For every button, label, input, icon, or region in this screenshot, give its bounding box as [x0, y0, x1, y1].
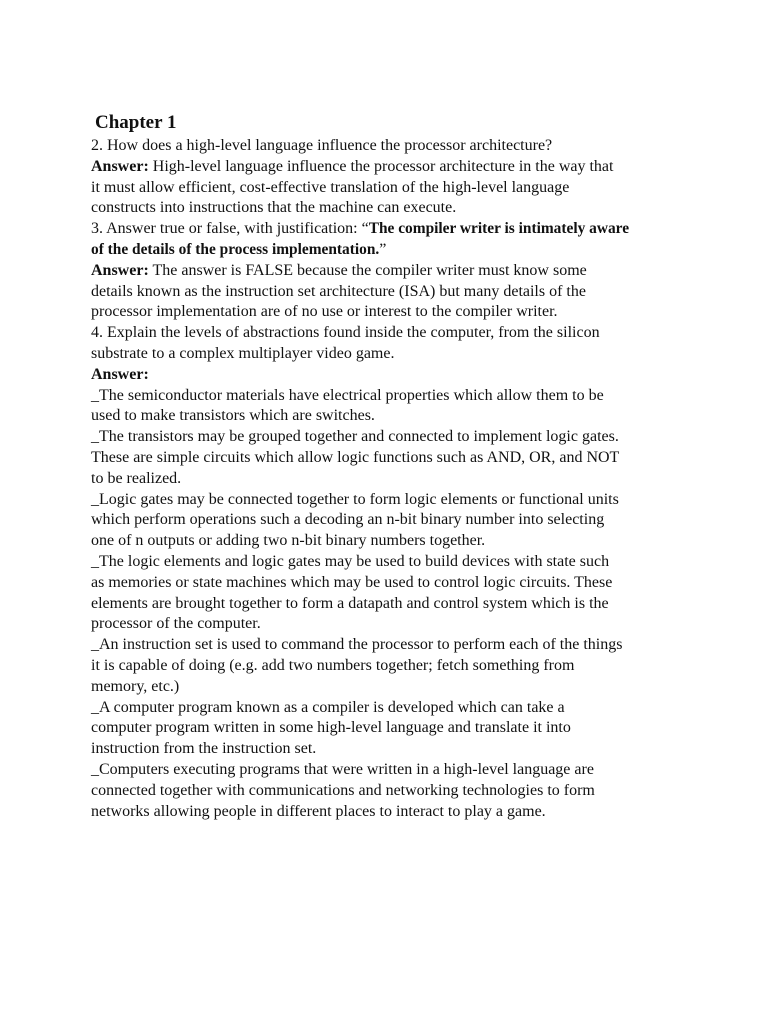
answer-4-line: which perform operations such a decoding an n-bit binary number into selecting: [91, 511, 605, 529]
answer-text: The answer is FALSE because the compiler writer must know some: [148, 261, 587, 279]
answer-label: Answer:: [91, 261, 149, 279]
question-3-prefix: 3. Answer true or false, with justification:: [91, 220, 362, 238]
open-quote: “: [361, 220, 369, 238]
answer-2-line: constructs into instructions that the machine can execute.: [91, 199, 457, 217]
statement-text: of the details of the process implementation.: [91, 240, 380, 258]
answer-4-line: to be realized.: [91, 469, 182, 487]
answer-3-line: processor implementation are of no use or interest to the compiler writer.: [91, 303, 558, 321]
question-4-cont: substrate to a complex multiplayer video game.: [91, 344, 395, 362]
answer-4-line: computer program written in some high-level language and translate it into: [91, 719, 571, 737]
answer-3-line: details known as the instruction set architecture (ISA) but many details of the: [91, 282, 586, 300]
answer-4-line: instruction from the instruction set.: [91, 740, 317, 758]
answer-4-line: networks allowing people in different places to interact to play a game.: [91, 802, 546, 820]
answer-4-line: it is capable of doing (e.g. add two numbers together; fetch something from: [91, 656, 575, 674]
close-quote: ”: [379, 240, 387, 258]
answer-4-line: processor of the computer.: [91, 615, 261, 633]
answer-4-line: memory, etc.): [91, 677, 180, 695]
answer-2-line: it must allow efficient, cost-effective translation of the high-level language: [91, 178, 570, 196]
question-4: 4. Explain the levels of abstractions found inside the computer, from the silicon: [91, 324, 600, 342]
answer-4-line: These are simple circuits which allow logic functions such as AND, OR, and NOT: [91, 448, 620, 466]
answer-4-line: connected together with communications and networking technologies to form: [91, 781, 595, 799]
answer-4-line: as memories or state machines which may be used to control logic circuits. These: [91, 573, 613, 591]
document-page: [91, 112, 691, 822]
answer-4-line: one of n outputs or adding two n-bit binary numbers together.: [91, 532, 486, 550]
answer-4-line: _The semiconductor materials have electrical properties which allow them to be: [91, 386, 604, 404]
chapter-title: Chapter 1: [95, 112, 177, 133]
answer-4-line: _The transistors may be grouped together and connected to implement logic gates.: [91, 428, 619, 446]
question-3: [91, 219, 691, 240]
answer-3-line: [91, 261, 691, 282]
answer-4-line: _The logic elements and logic gates may be used to build devices with state such: [91, 552, 610, 570]
answer-label: Answer:: [91, 365, 149, 383]
answer-2-line: [91, 157, 691, 178]
answer-4-line: used to make transistors which are switches.: [91, 407, 375, 425]
answer-4-line: elements are brought together to form a datapath and control system which is the: [91, 594, 609, 612]
question-3-cont: [91, 240, 691, 261]
answer-text: High-level language influence the processor architecture in the way that: [148, 157, 614, 175]
statement-text: The compiler writer is intimately aware: [368, 220, 630, 238]
answer-4-line: _Logic gates may be connected together to form logic elements or functional units: [91, 490, 619, 508]
answer-4-line: _Computers executing programs that were written in a high-level language are: [91, 760, 594, 778]
answer-4-line: _A computer program known as a compiler is developed which can take a: [91, 698, 565, 716]
answer-label: Answer:: [91, 157, 149, 175]
question-2: 2. How does a high-level language influence the processor architecture?: [91, 137, 553, 154]
answer-4-line: _An instruction set is used to command the processor to perform each of the things: [91, 636, 623, 654]
